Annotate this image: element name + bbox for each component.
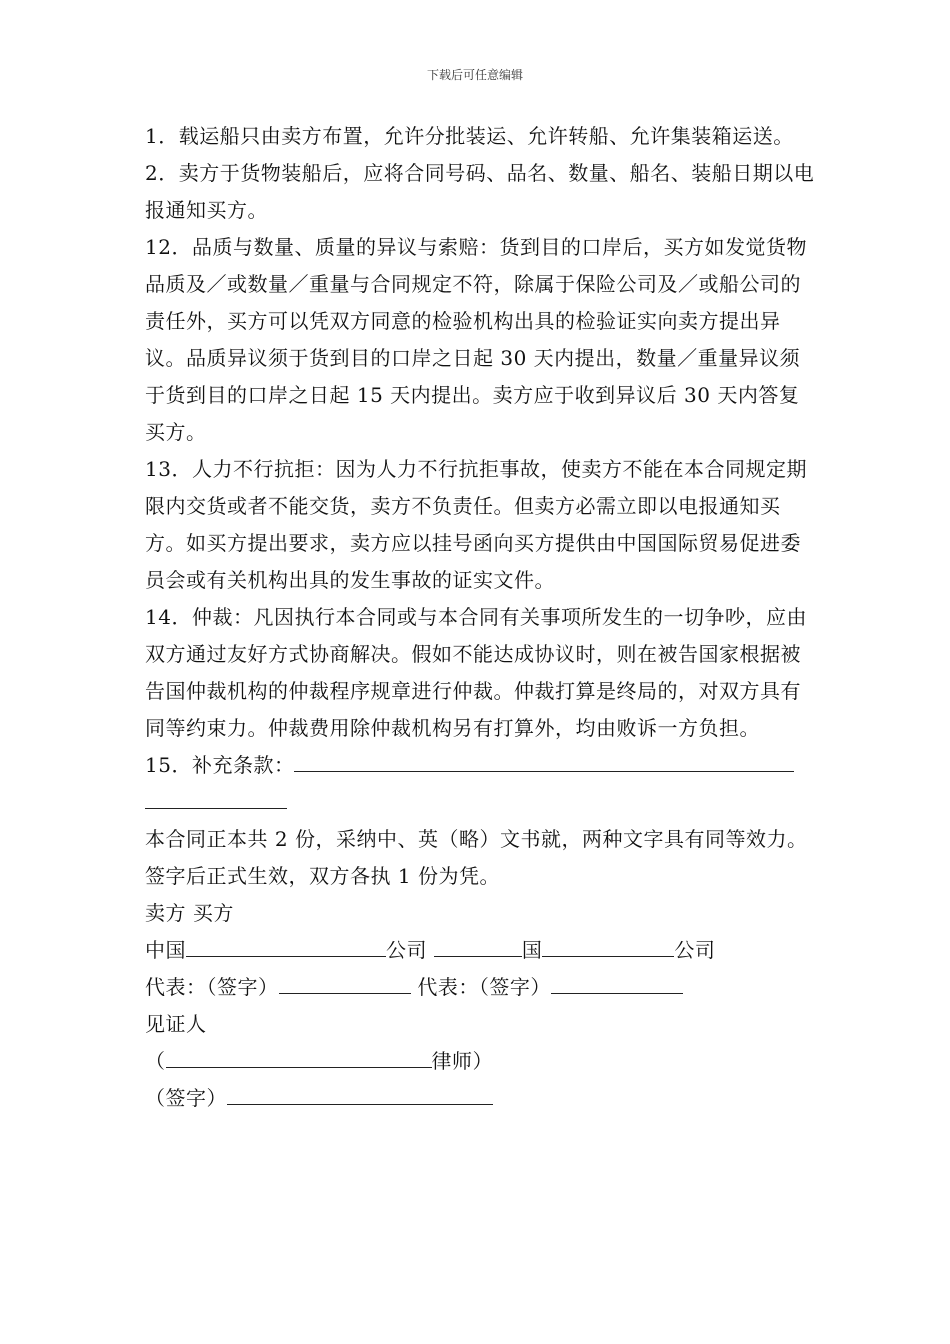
clause-15	[145, 747, 817, 784]
buyer-rep-label: 代表：（签字）	[417, 975, 551, 999]
witness-signature-row	[145, 1080, 817, 1117]
lawyer-row	[145, 1043, 817, 1080]
company-row	[145, 932, 817, 969]
china-label: 中国	[145, 938, 186, 962]
clause-1: 1．载运船只由卖方布置，允许分批装运、允许转船、允许集装箱运送。	[145, 124, 794, 148]
clause-15-continuation	[145, 784, 817, 821]
lawyer-name-blank[interactable]	[166, 1045, 432, 1068]
company-label-seller: 公司	[386, 938, 427, 962]
witness-sign-label: （签字）	[145, 1086, 227, 1110]
page-header-note: 下载后可任意编辑	[426, 68, 523, 82]
lawyer-paren-open: （	[145, 1049, 166, 1073]
seller-rep-label: 代表：（签字）	[145, 975, 279, 999]
supplementary-blank-cont[interactable]	[145, 786, 287, 809]
clause-12: 12．品质与数量、质量的异议与索赔：货到目的口岸后，买方如发觉货物品质及／或数量／重量与合同规定不符，除属于保险公司及／或船公司的责任外，买方可以凭双方同意的检验机构出具的检验证实向卖方提出异议。品质异议须于货到目的口岸之日起 30 天内提出，数量／重量异议须于货到目的口岸之日起 15 天内提出。卖方应于收到异议后 30 天内答复买方。	[145, 235, 807, 444]
buyer-company-blank[interactable]	[542, 934, 674, 957]
witness-label: 见证人	[145, 1012, 207, 1036]
representative-row	[145, 969, 817, 1006]
clause-14: 14．仲裁：凡因执行本合同或与本合同有关事项所发生的一切争吵，应由双方通过友好方式协商解决。假如不能达成协议时，则在被告国家根据被告国仲裁机构的仲裁程序规章进行仲裁。仲裁打算是终局的，对双方具有同等约束力。仲裁费用除仲裁机构另有打算外，均由败诉一方负担。	[145, 605, 807, 740]
buyer-rep-signature-blank[interactable]	[551, 971, 683, 994]
lawyer-label: 律师）	[431, 1049, 493, 1073]
buyer-country-blank[interactable]	[434, 934, 522, 957]
country-label: 国	[521, 938, 543, 962]
contract-body	[145, 118, 817, 1117]
clause-15-label: 15．补充条款：	[145, 753, 295, 777]
parties-heading: 卖方 买方	[145, 901, 234, 925]
clause-13: 13．人力不行抗拒：因为人力不行抗拒事故，使卖方不能在本合同规定期限内交货或者不能交货，卖方不负责任。但卖方必需立即以电报通知买方。如买方提出要求，卖方应以挂号函向买方提供由中国国际贸易促进委员会或有关机构出具的发生事故的证实文件。	[145, 457, 807, 592]
clause-2: 2．卖方于货物装船后，应将合同号码、品名、数量、船名、装船日期以电报通知买方。	[145, 161, 815, 222]
seller-rep-signature-blank[interactable]	[279, 971, 411, 994]
seller-company-blank[interactable]	[186, 934, 386, 957]
supplementary-blank[interactable]	[294, 749, 794, 772]
company-label-buyer: 公司	[674, 938, 716, 962]
witness-signature-blank[interactable]	[227, 1082, 493, 1105]
closing-statement: 本合同正本共 2 份，采纳中、英（略）文书就，两种文字具有同等效力。签字后正式生效，双方各执 1 份为凭。	[145, 827, 808, 888]
